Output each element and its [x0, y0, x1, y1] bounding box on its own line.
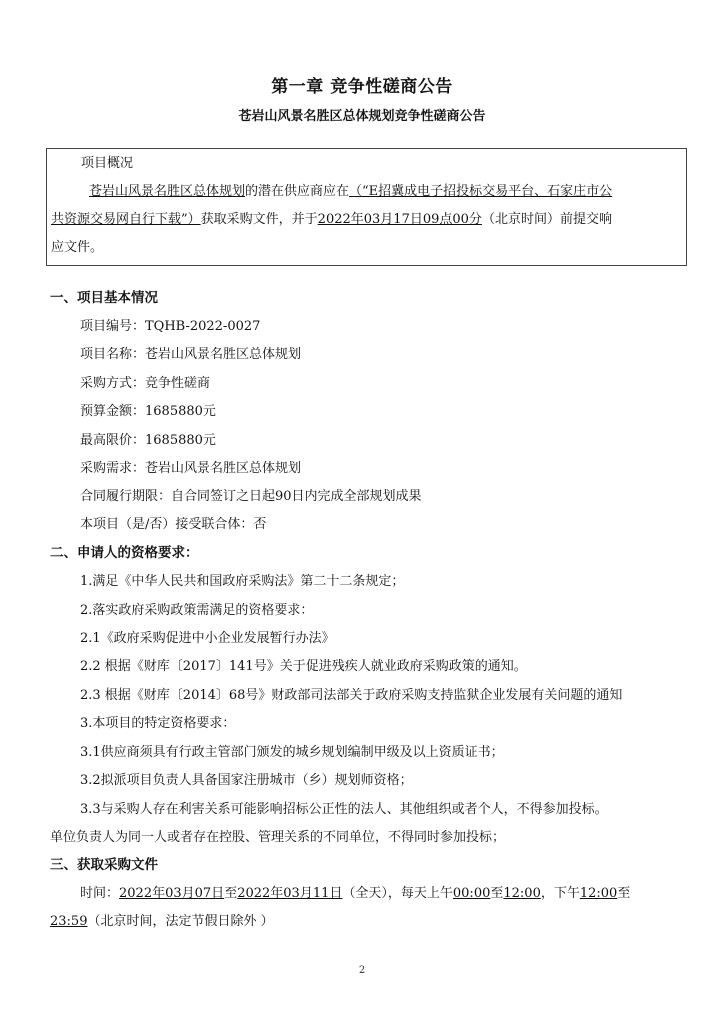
obtain-time-line: 时间：2022年03月07日至2022年03月11日（全天），每天上午00:00至12:00，下午12:00至 [80, 886, 631, 901]
procurement-requirement: 采购需求：苍岩山风景名胜区总体规划 [80, 461, 302, 476]
page-number: 2 [358, 965, 366, 976]
project-name: 项目名称：苍岩山风景名胜区总体规划 [80, 347, 302, 362]
chapter-title: 第一章 竞争性磋商公告 [271, 77, 453, 97]
time-note: （北京时间，法定节假日除外 ） [87, 914, 274, 929]
section-2-heading: 二、申请人的资格要求： [50, 545, 199, 561]
section-1-heading: 一、项目基本情况 [50, 290, 158, 306]
overview-text: （北京时间）前提交响 [481, 212, 612, 227]
project-name-link: 苍岩山风景名胜区总体规划 [89, 184, 246, 199]
qualification-item: 3.2拟派项目负责人具备国家注册城市（乡）规划师资格； [80, 773, 413, 788]
platform-name-cont: 共资源交易网自行下载”） [51, 212, 201, 227]
qualification-item: 3.1供应商须具有行政主管部门颁发的城乡规划编制甲级及以上资质证书； [80, 745, 504, 760]
obtain-time-line-2 [50, 910, 274, 929]
qualification-item: 3.本项目的特定资格要求： [80, 716, 236, 731]
announcement-subtitle: 苍岩山风景名胜区总体规划竞争性磋商公告 [238, 109, 486, 124]
contract-period: 合同履行期限：自合同签订之日起90日内完成全部规划成果 [80, 489, 422, 504]
project-number: 项目编号：TQHB-2022-0027 [80, 319, 261, 334]
qualification-item: 1.满足《中华人民共和国政府采购法》第二十二条规定； [80, 574, 405, 589]
overview-line-2 [51, 205, 612, 235]
start-date: 2022年03月07日 [119, 886, 225, 901]
consortium-accepted: 本项目（是/否）接受联合体：否 [80, 517, 267, 532]
qualification-item: 2.2 根据《财库〔2017〕141号》关于促进残疾人就业政府采购政策的通知。 [80, 659, 527, 674]
qualification-item: 2.落实政府采购政策需满足的资格要求： [80, 603, 314, 618]
qualification-item: 2.1《政府采购促进中小企业发展暂行办法》 [80, 631, 335, 646]
qualification-item-continued: 单位负责人为同一人或者存在控股、管理关系的不同单位，不得同时参加投标； [50, 830, 506, 845]
deadline-date: 2022年03月17日09点00分 [317, 212, 482, 227]
section-3-heading: 三、获取采购文件 [50, 857, 158, 873]
pm-end: 23:59 [50, 914, 88, 929]
max-price: 最高限价：1685880元 [80, 433, 216, 448]
pm-start: 12:00 [579, 886, 618, 901]
am-end: 12:00 [503, 886, 541, 901]
overview-text: 获取采购文件，并于 [200, 212, 318, 227]
budget-amount: 预算金额：1685880元 [80, 404, 216, 419]
time-label: 时间： [80, 886, 120, 901]
platform-name: （“E招冀成电子招投标交易平台、石家庄市公 [349, 184, 613, 199]
qualification-item: 2.3 根据《财库〔2014〕68号》财政部司法部关于政府采购支持监狱企业发展有关问题的通知 [80, 688, 623, 703]
end-date: 2022年03月11日 [237, 886, 343, 901]
overview-line-3: 应文件。 [51, 240, 104, 255]
overview-line-1 [89, 177, 612, 207]
overview-heading: 项目概况 [81, 156, 134, 171]
overview-box [46, 148, 687, 266]
qualification-item: 3.3与采购人存在利害关系可能影响招标公正性的法人、其他组织或者个人，不得参加投标。 [80, 802, 608, 817]
overview-text: 的潜在供应商应在 [245, 184, 350, 199]
am-start: 00:00 [452, 886, 491, 901]
procurement-method: 采购方式：竞争性磋商 [80, 376, 211, 391]
